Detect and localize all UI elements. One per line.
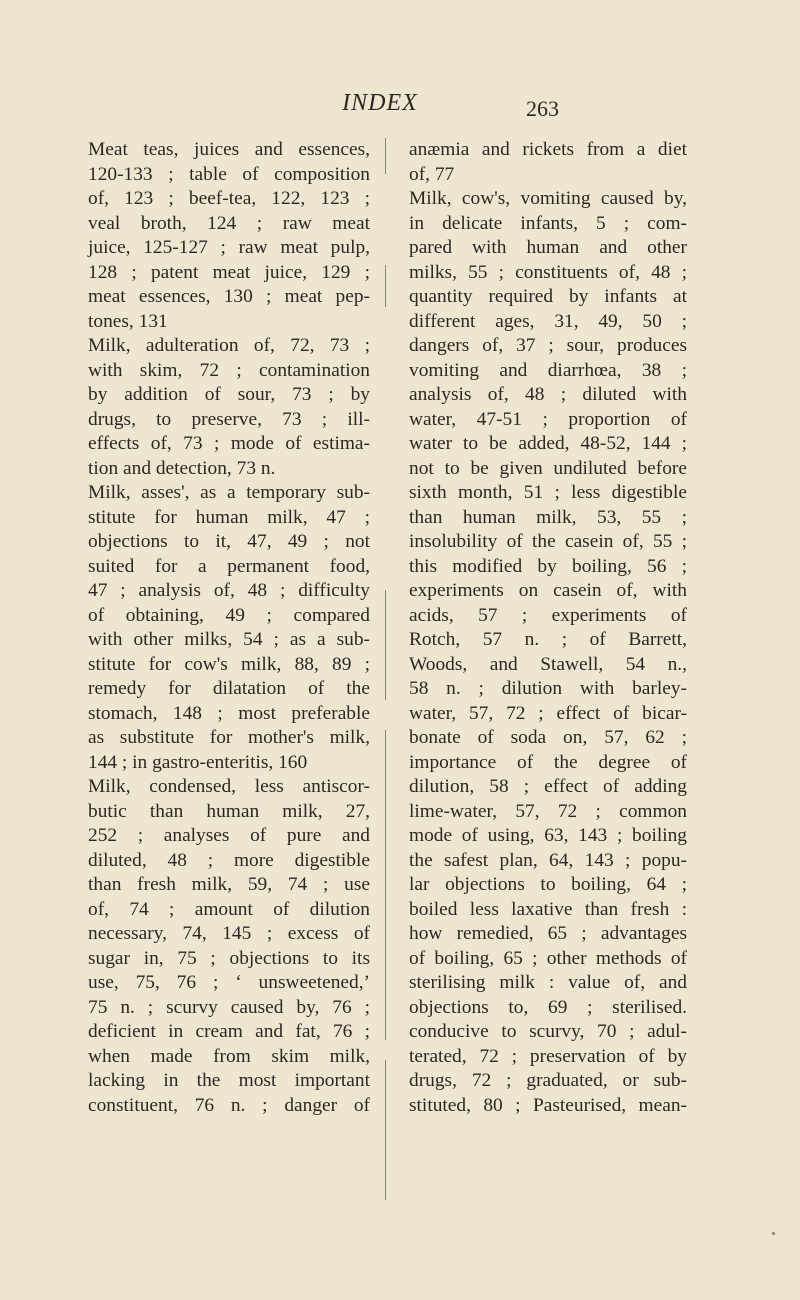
index-line: lar objections to boiling, 64 ; <box>409 874 687 895</box>
index-line: this modified by boiling, 56 ; <box>409 555 687 577</box>
column-rule <box>385 730 386 1040</box>
index-line: Woods, and Stawell, 54 n., <box>409 653 687 675</box>
index-line: dangers of, 37 ; sour, produces <box>409 335 687 356</box>
index-line: Milk, adulteration of, 72, 73 ; <box>88 335 370 356</box>
index-line: drugs, to preserve, 73 ; ill- <box>88 408 370 430</box>
index-line: 144 ; in gastro-enteritis, 160 <box>88 751 308 773</box>
index-line: dilution, 58 ; effect of adding <box>409 776 687 797</box>
index-line: the safest plan, 64, 143 ; popu- <box>409 849 687 871</box>
index-line: 58 n. ; dilution with barley- <box>409 678 687 699</box>
index-line: objections to, 69 ; sterilised. <box>409 996 687 1018</box>
index-line: when made from skim milk, <box>88 1045 370 1067</box>
index-line: how remedied, 65 ; advantages <box>409 923 687 944</box>
index-line: stomach, 148 ; most preferable <box>88 702 370 724</box>
index-line: tion and detection, 73 n. <box>88 457 276 479</box>
index-line: Milk, asses', as a temporary sub- <box>88 482 370 503</box>
index-line: conducive to scurvy, 70 ; adul- <box>409 1021 687 1042</box>
column-rule <box>385 265 386 307</box>
index-line: Milk, condensed, less antiscor- <box>88 776 370 797</box>
index-line: experiments on casein of, with <box>409 580 687 601</box>
index-line: water, 57, 72 ; effect of bicar- <box>409 702 687 724</box>
index-line: necessary, 74, 145 ; excess of <box>88 923 370 944</box>
index-line: veal broth, 124 ; raw meat <box>88 212 370 234</box>
index-line: Rotch, 57 n. ; of Barrett, <box>409 629 687 650</box>
index-line: as substitute for mother's milk, <box>88 727 370 748</box>
index-line: water, 47-51 ; proportion of <box>409 408 687 430</box>
index-line: importance of the degree of <box>409 751 687 773</box>
index-line: lime-water, 57, 72 ; common <box>409 800 687 822</box>
index-line: than human milk, 53, 55 ; <box>409 506 687 528</box>
index-line: analysis of, 48 ; diluted with <box>409 384 687 405</box>
index-line: of obtaining, 49 ; compared <box>88 604 370 626</box>
index-line: in delicate infants, 5 ; com- <box>409 212 687 234</box>
index-line: mode of using, 63, 143 ; boiling <box>409 825 687 846</box>
index-line: lacking in the most important <box>88 1070 370 1091</box>
index-line: stitute for human milk, 47 ; <box>88 506 370 528</box>
index-column-right <box>409 138 687 1118</box>
column-rule <box>385 590 386 700</box>
index-line: by addition of sour, 73 ; by <box>88 384 370 405</box>
index-line: quantity required by infants at <box>409 286 687 307</box>
index-line: 75 n. ; scurvy caused by, 76 ; <box>88 996 370 1018</box>
index-line: Meat teas, juices and essences, <box>88 139 370 160</box>
index-line: stitute for cow's milk, 88, 89 ; <box>88 653 370 675</box>
index-line: anæmia and rickets from a diet <box>409 139 687 160</box>
page-number: 263 <box>526 96 559 121</box>
index-line: sixth month, 51 ; less digestible <box>409 482 687 503</box>
index-line: boiled less laxative than fresh : <box>409 898 687 920</box>
column-rule <box>385 138 386 174</box>
index-line: objections to it, 47, 49 ; not <box>88 531 370 552</box>
index-line: stituted, 80 ; Pasteurised, mean- <box>409 1094 687 1116</box>
index-line: 47 ; analysis of, 48 ; difficulty <box>88 580 370 601</box>
index-line: deficient in cream and fat, 76 ; <box>88 1021 370 1042</box>
index-line: insolubility of the casein of, 55 ; <box>409 531 687 552</box>
index-line: juice, 125-127 ; raw meat pulp, <box>88 237 370 258</box>
index-line: pared with human and other <box>409 237 687 258</box>
index-line: diluted, 48 ; more digestible <box>88 849 370 871</box>
page-speck <box>772 1232 775 1235</box>
index-line: with skim, 72 ; contamination <box>88 359 370 381</box>
index-line: sterilising milk : value of, and <box>409 972 687 993</box>
index-line: suited for a permanent food, <box>88 555 370 577</box>
column-rule <box>385 1060 386 1200</box>
index-line: constituent, 76 n. ; danger of <box>88 1094 370 1116</box>
index-line: different ages, 31, 49, 50 ; <box>409 310 687 332</box>
index-line: water to be added, 48-52, 144 ; <box>409 433 687 454</box>
running-head <box>0 90 800 124</box>
index-line: sugar in, 75 ; objections to its <box>88 947 370 969</box>
index-line: 120-133 ; table of composition <box>88 163 370 185</box>
index-line: of boiling, 65 ; other methods of <box>409 947 687 969</box>
index-line: than fresh milk, 59, 74 ; use <box>88 874 370 895</box>
index-line: 252 ; analyses of pure and <box>88 825 370 846</box>
index-line: tones, 131 <box>88 310 168 332</box>
index-line: milks, 55 ; constituents of, 48 ; <box>409 261 687 283</box>
index-line: meat essences, 130 ; meat pep- <box>88 286 370 307</box>
index-line: effects of, 73 ; mode of estima- <box>88 433 370 454</box>
index-line: of, 74 ; amount of dilution <box>88 898 370 920</box>
index-line: Milk, cow's, vomiting caused by, <box>409 188 687 209</box>
index-line: remedy for dilatation of the <box>88 678 370 699</box>
index-line: terated, 72 ; preservation of by <box>409 1045 687 1067</box>
index-line: use, 75, 76 ; ‘ unsweetened,’ <box>88 972 370 993</box>
index-line: 128 ; patent meat juice, 129 ; <box>88 261 370 283</box>
index-line: bonate of soda on, 57, 62 ; <box>409 727 687 748</box>
index-line: butic than human milk, 27, <box>88 800 370 822</box>
index-line: vomiting and diarrhœa, 38 ; <box>409 359 687 381</box>
index-line: of, 123 ; beef-tea, 122, 123 ; <box>88 188 370 209</box>
index-line: of, 77 <box>409 163 455 185</box>
index-line: not to be given undiluted before <box>409 457 687 479</box>
index-line: acids, 57 ; experiments of <box>409 604 687 626</box>
index-line: drugs, 72 ; graduated, or sub- <box>409 1070 687 1091</box>
index-column-left <box>88 138 370 1118</box>
index-line: with other milks, 54 ; as a sub- <box>88 629 370 650</box>
running-head-title: INDEX <box>342 90 418 116</box>
